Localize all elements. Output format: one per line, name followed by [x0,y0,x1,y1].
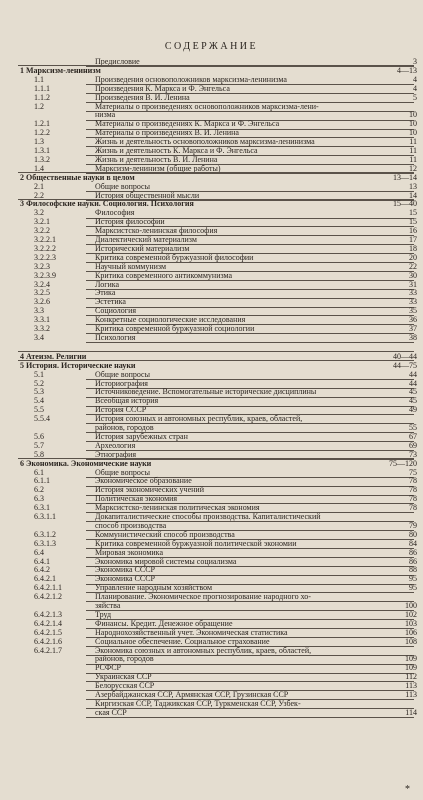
entry-title: Философия [95,208,135,218]
entry-page-number: 18 [409,243,417,253]
entry-code: 3.2.6 [34,297,50,307]
entry-title: Политическая экономия [95,494,178,504]
entry-title: Жизнь и деятельность В. И. Ленина [95,154,218,164]
entry-code: 5.4 [34,396,44,406]
entry-page-number: 10 [409,110,417,120]
entry-page-number: 45 [409,387,417,397]
entry-page-number: 102 [405,609,417,619]
entry-code: 6.3 [34,494,44,504]
entry-page-number: 13—14 [393,172,417,182]
entry-title: Экономика СССР [95,565,156,575]
entry-title: Жизнь и деятельность К. Маркса и Ф. Энгельса [95,146,258,155]
entry-title: 5 История. Исторические науки [20,360,136,370]
entry-page-number: 31 [409,279,417,289]
entry-page-number: 95 [409,574,417,584]
entry-code: 5.8 [34,449,44,459]
entry-page-number: 22 [409,261,417,271]
entry-page-number: 4 [413,83,417,93]
entry-page-number: 78 [409,476,417,486]
entry-page-number: 30 [409,270,417,280]
entry-code: 1.1.2 [34,92,50,102]
entry-code: 6.3.1.3 [34,538,56,548]
entry-code: 3.2.4 [34,279,50,289]
entry-code: 5.5.4 [34,414,50,424]
entry-code: 5.7 [34,440,44,450]
entry-title: Экономика мировой системы социализма [95,556,237,566]
entry-title: 2 Общественные науки в целом [20,172,135,182]
entry-title: Докапиталистические способы производства. Капиталистический [95,512,321,521]
entry-page-number: 44 [409,369,417,379]
entry-page-number: 10 [409,128,417,138]
page-title: СОДЕРЖАНИЕ [164,41,259,52]
entry-title: Украинская ССР [95,672,152,682]
entry-title: зяйства [95,601,121,610]
entry-title: Критика современной буржуазной социологии [95,324,255,333]
entry-page-number: 36 [409,315,417,325]
entry-code: 1.3 [34,137,44,147]
entry-title: Конкретные социологические исследования [95,315,246,325]
entry-page-number: 15 [409,217,417,227]
entry-title: Общие вопросы [95,181,150,191]
entry-page-number: 15 [409,208,417,218]
entry-rule [86,717,414,718]
entry-page-number: 78 [409,503,417,513]
entry-code: 6.4 [34,547,44,557]
entry-page-number: 113 [405,690,417,699]
entry-title: Этнография [95,449,137,459]
entry-title: Материалы о произведениях основоположников марксизма-лени- [95,101,319,111]
entry-code: 1.1.1 [34,83,50,93]
entry-title: Психология [95,332,136,342]
entry-code: 2.1 [34,181,44,191]
entry-title: районов, городов [95,423,154,432]
entry-page-number: 33 [409,297,417,307]
entry-page-number: 11 [409,137,417,147]
entry-page-number: 44—75 [393,360,417,370]
entry-page-number: 38 [409,332,417,342]
entry-code: 3.4 [34,332,44,342]
entry-page-number: 73 [409,449,417,459]
entry-page-number: 100 [405,601,417,610]
entry-title: Диалектический материализм [95,235,197,244]
entry-page-number: 4—13 [397,65,417,75]
entry-title: История экономических учений [95,485,204,495]
entry-code: 6.4.2.1 [34,574,56,584]
entry-title: 6 Экономика. Экономические науки [20,458,152,468]
entry-title: Критика современной буржуазной политической экономии [95,538,297,548]
entry-code: 6.4.2.1.3 [34,609,62,619]
entry-title: Материалы о произведениях К. Маркса и Ф. Энгельса [95,119,280,129]
entry-title: История философии [95,217,165,227]
entry-title: Марксистско-ленинская политическая экономия [95,503,260,513]
entry-code: 6.3.1.2 [34,529,56,539]
entry-page-number: 113 [405,681,417,691]
entry-title: Общие вопросы [95,467,150,477]
entry-page-number: 80 [409,529,417,539]
entry-title: Всеобщая история [95,396,159,406]
entry-title: Этика [95,288,116,298]
entry-title: Белорусская ССР [95,681,155,691]
entry-code: 6.1.1 [34,476,50,486]
entry-code: 1.4 [34,163,44,173]
entry-title: Марксистско-ленинская философия [95,226,218,236]
entry-title: Исторический материализм [95,243,190,253]
entry-code: 6.4.2.1.1 [34,583,62,593]
entry-code: 6.1 [34,467,44,477]
entry-page-number: 4 [413,74,417,84]
entry-page-number: 112 [405,672,417,682]
entry-title: Предисловие [95,57,140,66]
entry-page-number: 35 [409,306,417,316]
entry-page-number: 86 [409,547,417,557]
entry-title: Народнохозяйственный учет. Экономическая статистика [95,627,288,637]
entry-title: Азербайджанская ССР, Армянская ССР, Грузинская ССР [95,690,289,699]
entry-title: История общественной мысли [95,190,200,200]
entry-code: 6.4.2.1.4 [34,618,62,628]
entry-page-number: 44 [409,378,417,388]
entry-code: 1.3.1 [34,146,50,155]
entry-title: Марксизм-ленинизм (общие работы) [95,163,221,173]
entry-page-number: 12 [409,163,417,173]
entry-code: 3.2.5 [34,288,50,298]
footer-mark: * [405,784,410,795]
entry-title: Произведения К. Маркса и Ф. Энгельса [95,83,230,93]
entry-code: 3.2.3 [34,261,50,271]
entry-code: 6.4.2 [34,565,50,575]
entry-title: Социология [95,306,137,316]
entry-code: 5.2 [34,378,44,388]
entry-code: 3.2.2 [34,226,50,236]
entry-page-number: 86 [409,556,417,566]
entry-title: Коммунистический способ производства [95,529,235,539]
entry-page-number: 33 [409,288,417,298]
entry-page-number: 55 [409,423,417,432]
entry-page-number: 5 [413,92,417,102]
entry-page-number: 45 [409,396,417,406]
entry-title: районов, городов [95,654,154,664]
entry-page-number: 75 [409,467,417,477]
entry-code: 3.3 [34,306,44,316]
entry-title: Труд [95,609,112,619]
entry-page-number: 15—40 [393,199,417,209]
entry-page-number: 11 [409,154,417,164]
entry-title: Эстетика [95,297,126,307]
entry-title: Критика современного антикоммунизма [95,270,233,280]
entry-code: 3.2.2.3 [34,252,56,262]
entry-page-number: 108 [405,636,417,646]
entry-code: 6.4.2.1.2 [34,592,62,602]
entry-page-number: 20 [409,252,417,262]
entry-page-number: 67 [409,431,417,441]
entry-page-number: 40—44 [393,351,417,361]
entry-title: Социальное обеспечение. Социальное страхование [95,636,270,646]
entry-title: Управление народным хозяйством [95,583,213,593]
entry-page-number: 109 [405,663,417,673]
entry-page-number: 11 [409,146,417,155]
entry-code: 6.3.1 [34,503,50,513]
entry-title: Археология [95,440,136,450]
entry-title: способ производства [95,520,167,530]
entry-page-number: 49 [409,405,417,415]
entry-page-number: 95 [409,583,417,593]
entry-title: низма [95,110,116,120]
entry-page-number: 3 [413,57,417,66]
entry-title: Логика [95,279,120,289]
entry-code: 5.6 [34,431,44,441]
entry-code: 6.4.2.1.5 [34,627,62,637]
entry-code: 1.2 [34,101,44,111]
entry-code: 3.2 [34,208,44,218]
entry-code: 3.3.1 [34,315,50,325]
entry-title: История зарубежных стран [95,431,188,441]
entry-code: 5.1 [34,369,44,379]
entry-code: 2.2 [34,190,44,200]
entry-title: Источниковедение. Вспомогательные исторические дисциплины [95,387,317,397]
entry-code: 6.4.2.1.6 [34,636,62,646]
entry-code: 1.2.1 [34,119,50,129]
entry-title: ская ССР [95,707,127,717]
entry-code: 1.3.2 [34,154,50,164]
entry-code: 3.2.1 [34,217,50,227]
entry-page-number: 103 [405,618,417,628]
entry-page-number: 84 [409,538,417,548]
entry-code: 1.1 [34,74,44,84]
entry-page-number: 37 [409,324,417,333]
entry-page-number: 79 [409,520,417,530]
entry-code: 5.3 [34,387,44,397]
entry-title: Произведения В. И. Ленина [95,92,190,102]
entry-title: 1 Марксизм-ленинизм [20,65,101,75]
entry-title: Жизнь и деятельность основоположников марксизма-ленинизма [95,137,315,147]
entry-title: Материалы о произведениях В. И. Ленина [95,128,239,138]
entry-title: Общие вопросы [95,369,150,379]
entry-page-number: 109 [405,654,417,664]
entry-page-number: 88 [409,565,417,575]
entry-page-number: 14 [409,190,417,200]
entry-page-number: 78 [409,494,417,504]
entry-code: 6.2 [34,485,44,495]
entry-code: 3.3.2 [34,324,50,333]
entry-page-number: 75—120 [389,458,417,468]
entry-page-number: 10 [409,119,417,129]
entry-title: Мировая экономика [95,547,163,557]
entry-page-number: 16 [409,226,417,236]
entry-page-number: 13 [409,181,417,191]
entry-title: Экономика СССР [95,574,156,584]
entry-code: 6.4.1 [34,556,50,566]
entry-code: 5.5 [34,405,44,415]
entry-rule [86,342,414,343]
entry-title: 4 Атеизм. Религии [20,351,87,361]
entry-code: 3.2.3.9 [34,270,56,280]
entry-code: 3.2.2.2 [34,243,56,253]
entry-title: Экономика союзных и автономных республик, краев, областей, [95,645,312,655]
entry-title: Экономическое образование [95,476,192,486]
entry-code: 6.4.2.1.7 [34,645,62,655]
entry-code: 3.2.2.1 [34,235,56,244]
entry-code: 6.3.1.1 [34,512,56,521]
entry-title: Научный коммунизм [95,261,167,271]
entry-title: РСФСР [95,663,121,673]
entry-title: История союзных и автономных республик, краев, областей, [95,414,303,424]
entry-title: Критика современной буржуазной философии [95,252,254,262]
entry-page-number: 114 [405,707,417,717]
entry-code: 1.2.2 [34,128,50,138]
entry-title: Произведения основоположников марксизма-ленинизма [95,74,287,84]
entry-title: Планирование. Экономическое прогнозирование народного хо- [95,592,311,602]
entry-page-number: 69 [409,440,417,450]
entry-title: 3 Философские науки. Социология. Психология [20,199,194,209]
entry-page-number: 78 [409,485,417,495]
entry-title: Историография [95,378,148,388]
entry-title: История СССР [95,405,147,415]
entry-title: Киргизская ССР, Таджикская ССР, Туркменская ССР, Узбек- [95,698,301,708]
entry-page-number: 106 [405,627,417,637]
entry-page-number: 17 [409,235,417,244]
entry-title: Финансы. Кредит. Денежное обращение [95,618,233,628]
